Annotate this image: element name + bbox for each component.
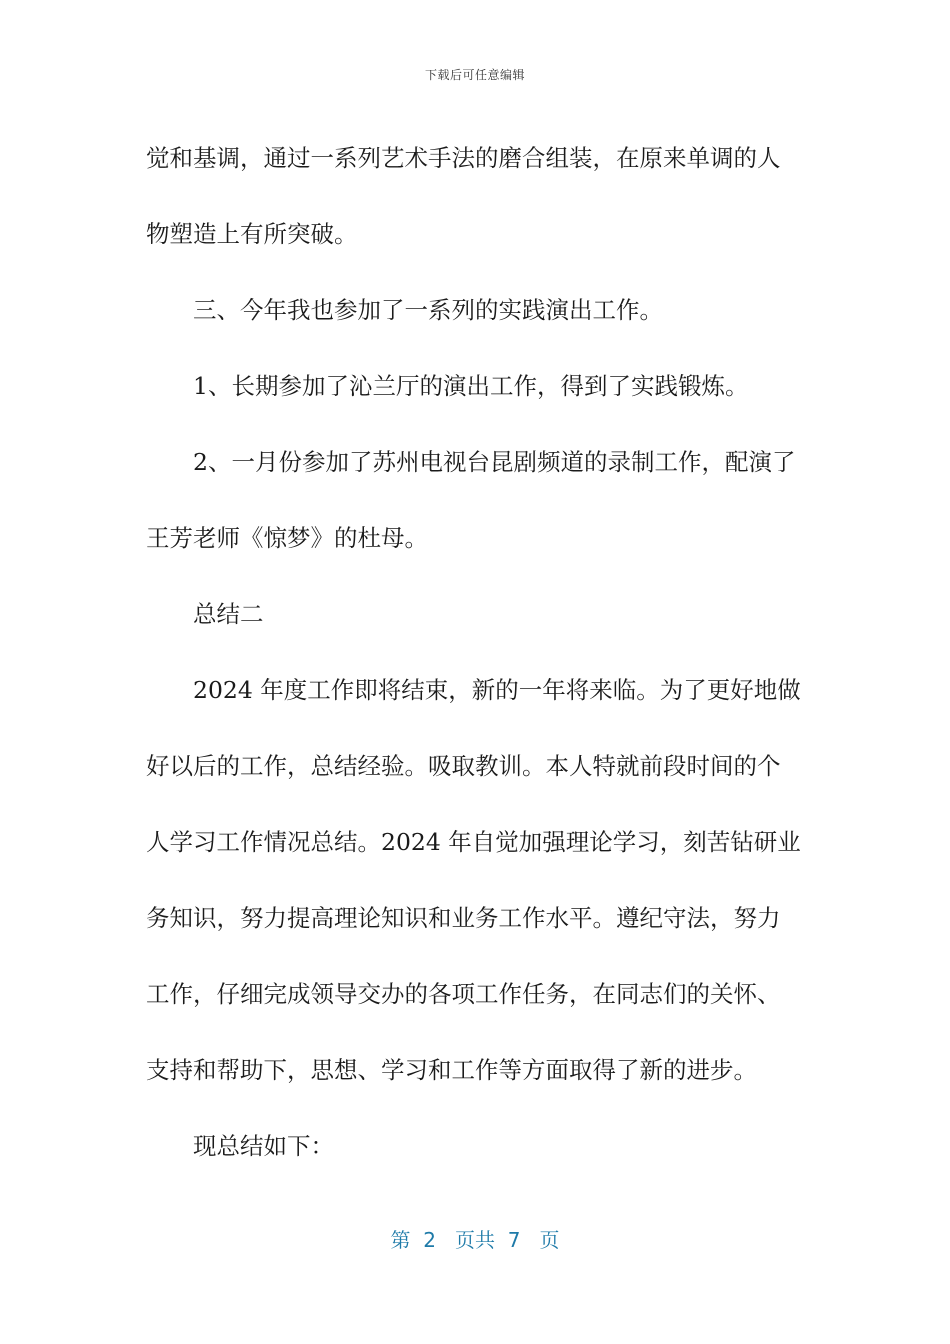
text-line: 觉和基调，通过一系列艺术手法的磨合组装，在原来单调的人 xyxy=(146,144,781,172)
text-line: 好以后的工作，总结经验。吸取教训。本人特就前段时间的个 xyxy=(146,752,781,780)
text-line: 物塑造上有所突破。 xyxy=(146,220,358,248)
body-text xyxy=(146,120,806,1184)
text-line: 2024 年度工作即将结束，新的一年将来临。为了更好地做 xyxy=(193,676,801,704)
page-header: 下载后可任意编辑 xyxy=(424,68,525,82)
page-number-footer: 第 2 页共 7 页 xyxy=(390,1228,560,1252)
text-line: 工作，仔细完成领导交办的各项工作任务，在同志们的关怀、 xyxy=(146,980,781,1008)
section-heading: 总结二 xyxy=(193,600,264,628)
list-item: 2、一月份参加了苏州电视台昆剧频道的录制工作，配演了 xyxy=(193,448,796,476)
text-line: 现总结如下： xyxy=(193,1132,334,1160)
text-line: 支持和帮助下，思想、学习和工作等方面取得了新的进步。 xyxy=(146,1056,757,1084)
text-line: 人学习工作情况总结。2024 年自觉加强理论学习，刻苦钻研业 xyxy=(146,828,801,856)
section-heading: 三、今年我也参加了一系列的实践演出工作。 xyxy=(193,296,663,324)
text-line: 王芳老师《惊梦》的杜母。 xyxy=(146,524,428,552)
list-item: 1、长期参加了沁兰厅的演出工作，得到了实践锻炼。 xyxy=(193,372,749,400)
text-line: 务知识，努力提高理论知识和业务工作水平。遵纪守法，努力 xyxy=(146,904,781,932)
